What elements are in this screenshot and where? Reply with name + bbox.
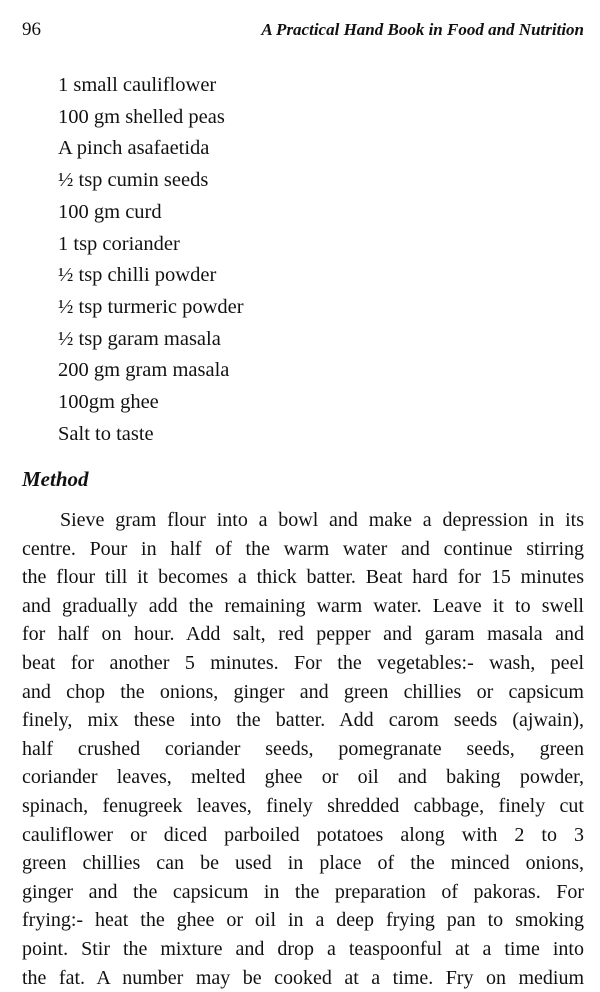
method-line: for half on hour. Add salt, red pepper and garam masala and xyxy=(22,620,584,649)
method-heading: Method xyxy=(22,464,89,494)
ingredient-list xyxy=(58,70,244,450)
method-line: and gradually add the remaining warm water. Leave it to swell xyxy=(22,592,584,621)
ingredient-item: ½ tsp chilli powder xyxy=(58,260,244,292)
page-header xyxy=(22,18,584,44)
ingredient-item: ½ tsp turmeric powder xyxy=(58,292,244,324)
ingredient-item: Salt to taste xyxy=(58,419,244,451)
method-line: centre. Pour in half of the warm water and continue stirring xyxy=(22,535,584,564)
method-line: the flour till it becomes a thick batter. Beat hard for 15 minutes xyxy=(22,563,584,592)
ingredient-item: 1 tsp coriander xyxy=(58,229,244,261)
method-line: spinach, fenugreek leaves, finely shredded cabbage, finely cut xyxy=(22,792,584,821)
ingredient-item: A pinch asafaetida xyxy=(58,133,244,165)
ingredient-item: 100 gm shelled peas xyxy=(58,102,244,134)
method-line: coriander leaves, melted ghee or oil and baking powder, xyxy=(22,763,584,792)
ingredient-item: 1 small cauliflower xyxy=(58,70,244,102)
method-line: beat for another 5 minutes. For the vegetables:- wash, peel xyxy=(22,649,584,678)
method-line: Sieve gram flour into a bowl and make a depression in its xyxy=(22,506,584,535)
method-line: and chop the onions, ginger and green chillies or capsicum xyxy=(22,678,584,707)
method-line: frying:- heat the ghee or oil in a deep frying pan to smoking xyxy=(22,906,584,935)
method-line: ginger and the capsicum in the preparation of pakoras. For xyxy=(22,878,584,907)
method-line: green chillies can be used in place of the minced onions, xyxy=(22,849,584,878)
ingredient-item: ½ tsp cumin seeds xyxy=(58,165,244,197)
method-line: half crushed coriander seeds, pomegranate seeds, green xyxy=(22,735,584,764)
ingredient-item: 200 gm gram masala xyxy=(58,355,244,387)
ingredient-item: 100gm ghee xyxy=(58,387,244,419)
method-line: cauliflower or diced parboiled potatoes along with 2 to 3 xyxy=(22,821,584,850)
page-number: 96 xyxy=(22,18,41,42)
running-title: A Practical Hand Book in Food and Nutrition xyxy=(261,18,584,42)
ingredient-item: 100 gm curd xyxy=(58,197,244,229)
ingredient-item: ½ tsp garam masala xyxy=(58,324,244,356)
method-paragraph xyxy=(22,506,584,992)
method-line: point. Stir the mixture and drop a teaspoonful at a time into xyxy=(22,935,584,964)
method-line: finely, mix these into the batter. Add carom seeds (ajwain), xyxy=(22,706,584,735)
method-line: the fat. A number may be cooked at a time. Fry on medium xyxy=(22,964,584,992)
